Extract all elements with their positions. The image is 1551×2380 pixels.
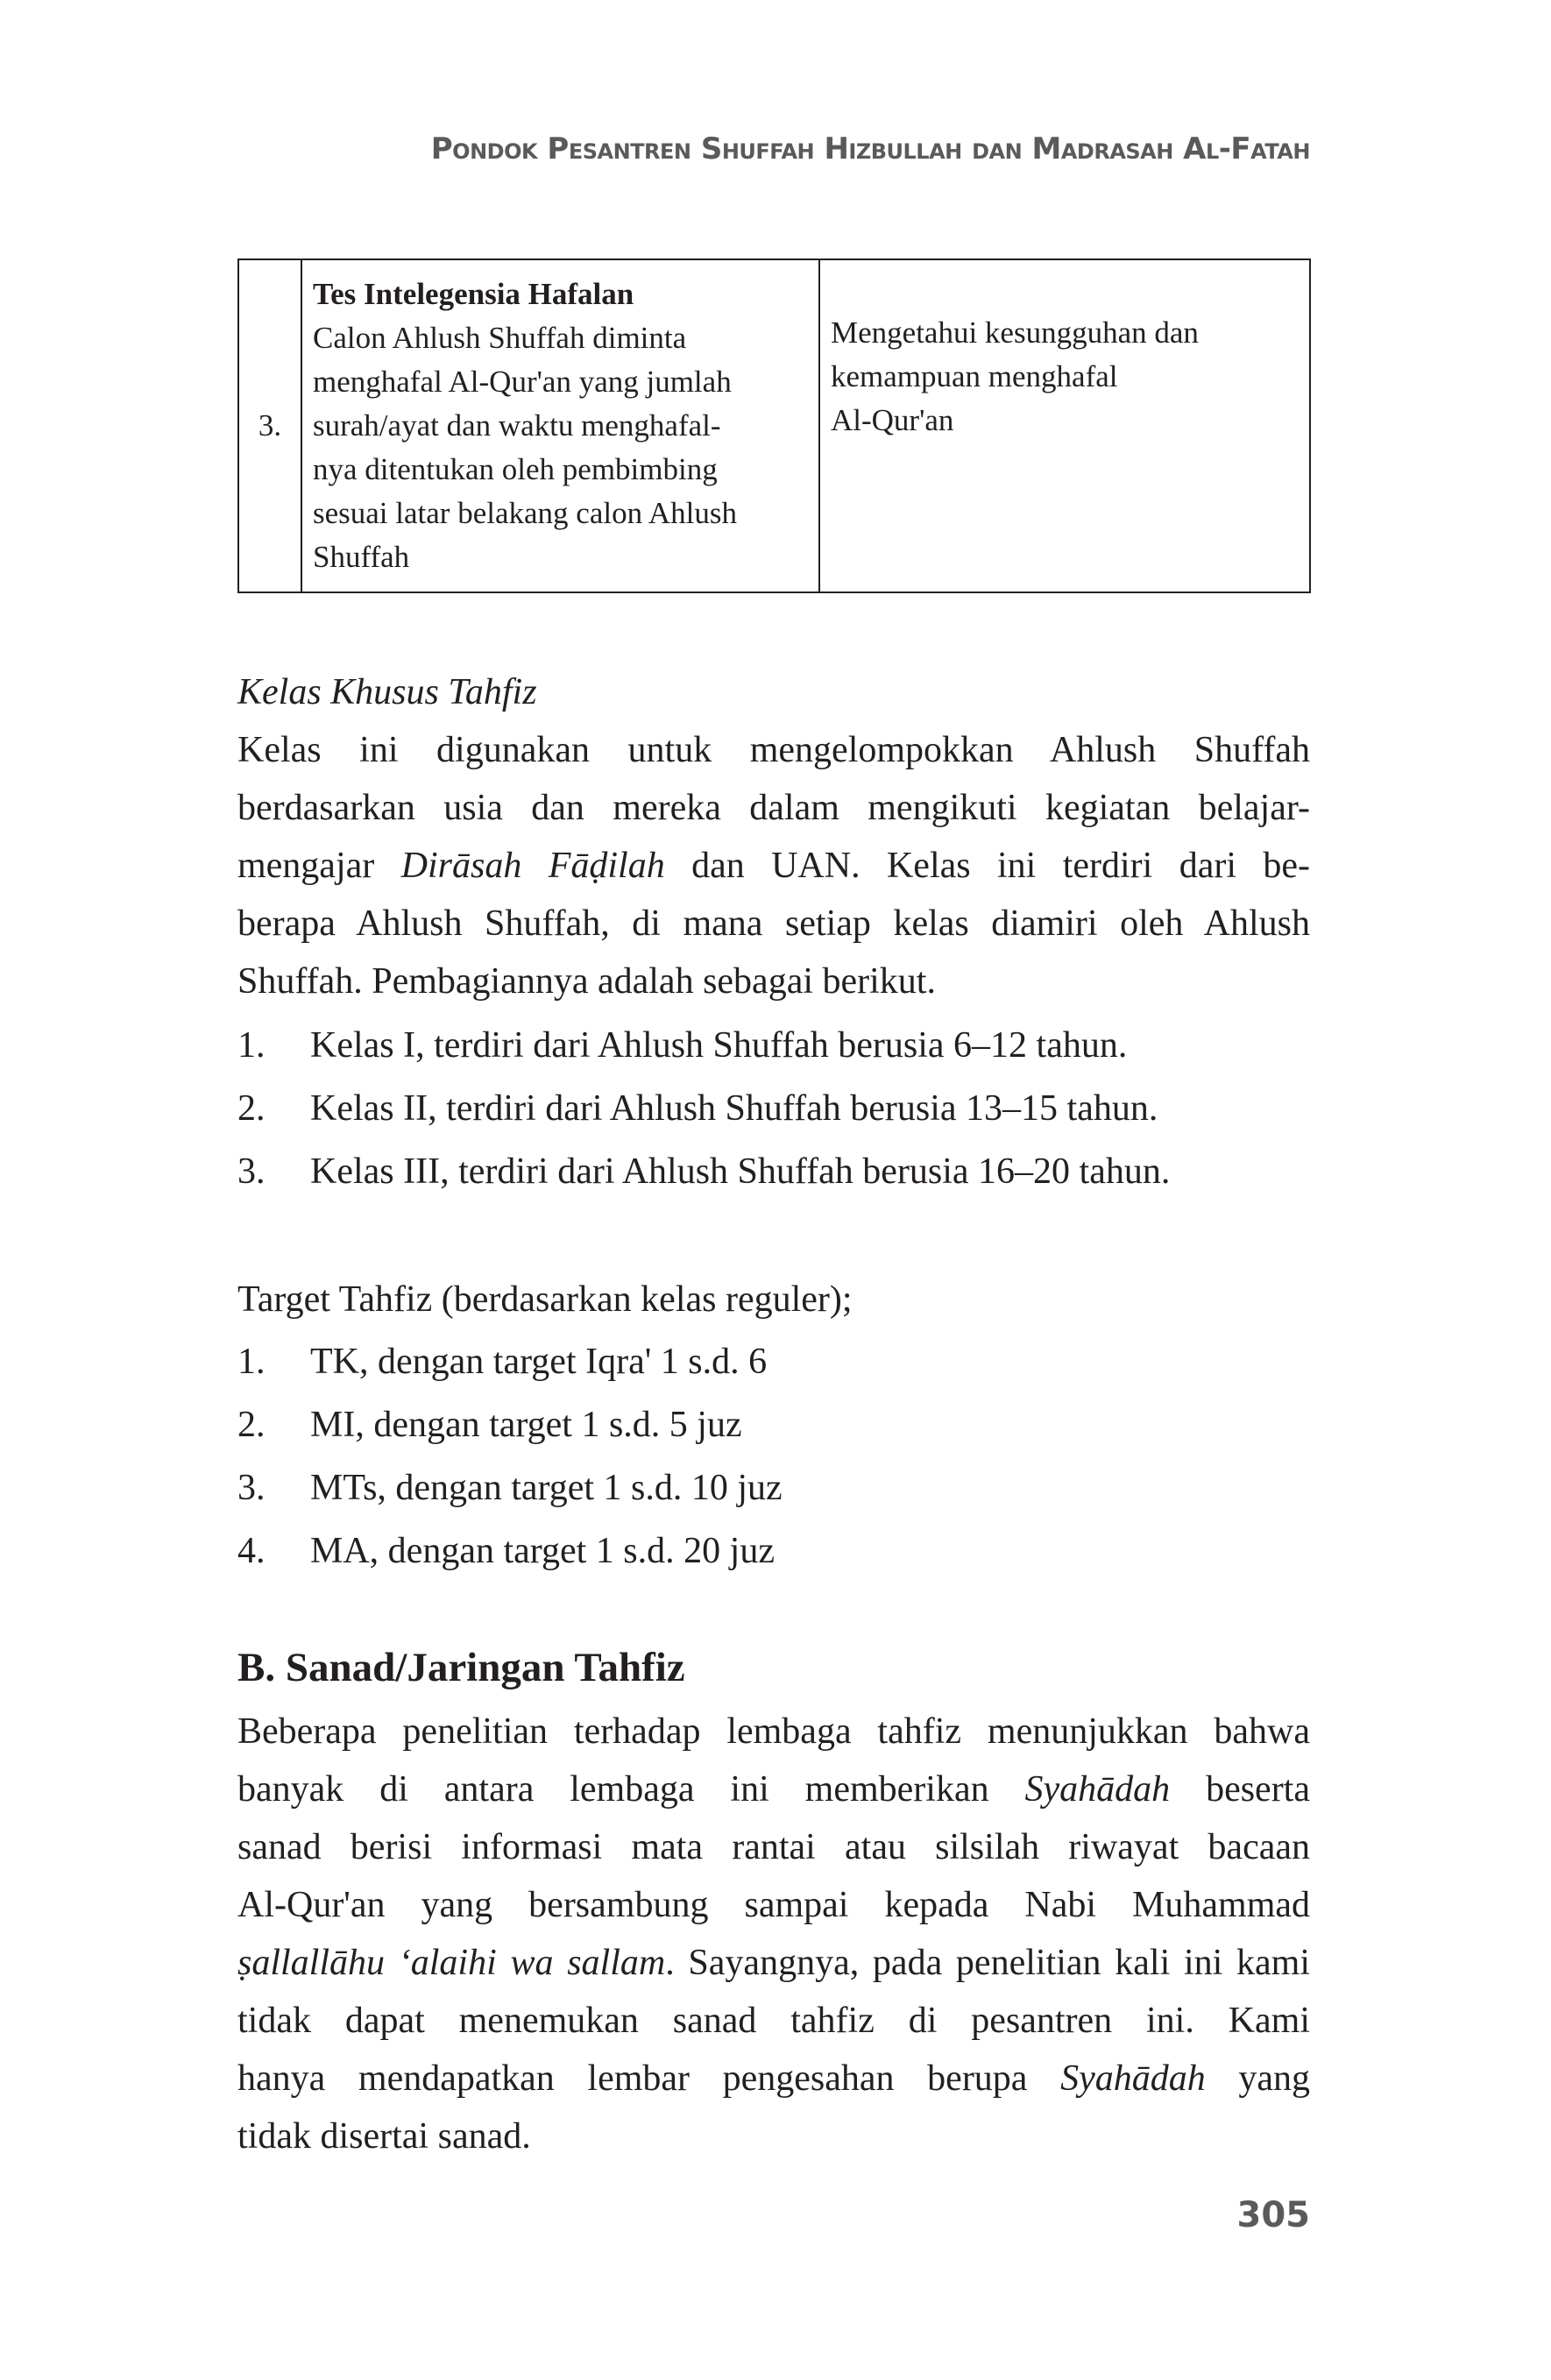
running-head: Pondok Pesantren Shuffah Hizbullah dan Madrasah Al-Fatah — [430, 131, 1310, 166]
text-run: Al-Qur'an yang bersambung sampai kepada Nabi Muhammad — [237, 1885, 1310, 1925]
list-text: Kelas II, terdiri dari Ahlush Shuffah berusia 13–15 tahun. — [310, 1088, 1158, 1129]
text-run: hanya mendapatkan lembar pengesahan berupa — [237, 2058, 1061, 2099]
row-title: Tes Intelegensia Hafalan — [313, 277, 634, 311]
row-goal-text — [831, 311, 1299, 443]
list-item — [237, 1140, 1310, 1203]
text-run: tidak disertai sanad. — [237, 2116, 531, 2157]
list-item — [237, 1014, 1310, 1077]
text-run: Kelas ini digunakan untuk mengelompokkan Ahlush Shuffah — [237, 730, 1310, 770]
section-b-paragraph — [237, 1703, 1310, 2165]
text-run: beserta — [1170, 1769, 1310, 1810]
text-run: banyak di antara lembaga ini memberikan — [237, 1769, 1025, 1810]
text-line: surah/ayat dan waktu menghafal- — [313, 408, 721, 443]
text-line: nya ditentukan oleh pembimbing — [313, 452, 718, 486]
text-run: tidak dapat menemukan sanad tahfiz di pesantren ini. Kami — [237, 2001, 1310, 2041]
italic-term: Syahādah — [1060, 2058, 1206, 2099]
text-line: menghafal Al-Qur'an yang jumlah — [313, 365, 732, 399]
assessment-table — [237, 259, 1311, 593]
list-item — [237, 1456, 1310, 1519]
paragraph-line — [237, 721, 1310, 779]
paragraph-line — [237, 1818, 1310, 1876]
italic-term: Syahādah — [1024, 1769, 1171, 1810]
target-intro: Target Tahfiz (berdasarkan kelas reguler); — [237, 1279, 853, 1320]
list-item — [237, 1330, 1310, 1393]
text-run: yang — [1205, 2058, 1310, 2099]
paragraph-line — [237, 779, 1310, 837]
text-run: . Sayangnya, pada penelitian kali ini kami — [665, 1943, 1310, 1983]
list-text: MI, dengan target 1 s.d. 5 juz — [310, 1405, 742, 1445]
paragraph-line — [237, 1992, 1310, 2050]
text-run: berapa Ahlush Shuffah, di mana setiap kelas diamiri oleh Ahlush — [237, 903, 1310, 944]
list-number: 2. — [237, 1088, 266, 1129]
text-run: Shuffah. Pembagiannya adalah sebagai berikut. — [237, 961, 936, 1002]
list-item — [237, 1077, 1310, 1140]
list-number: 1. — [237, 1342, 266, 1382]
list-text: Kelas III, terdiri dari Ahlush Shuffah berusia 16–20 tahun. — [310, 1151, 1171, 1192]
list-number: 3. — [237, 1151, 266, 1192]
class-paragraph — [237, 721, 1310, 1010]
text-line: sesuai latar belakang calon Ahlush — [313, 496, 738, 530]
text-line: Calon Ahlush Shuffah diminta — [313, 321, 687, 355]
text-run: berdasarkan usia dan mereka dalam mengikuti kegiatan belajar- — [237, 788, 1310, 828]
italic-term: Dirāsah Fāḍilah — [400, 846, 665, 886]
table-row — [238, 259, 1310, 592]
paragraph-line — [237, 2107, 1310, 2165]
class-list — [237, 1014, 1310, 1203]
list-text: MTs, dengan target 1 s.d. 10 juz — [310, 1468, 783, 1508]
subsection-title-text: Kelas Khusus Tahfiz — [237, 672, 537, 712]
paragraph-line — [237, 1876, 1310, 1934]
text-line: Mengetahui kesungguhan dan — [831, 315, 1199, 350]
list-item — [237, 1393, 1310, 1456]
paragraph-line — [237, 1703, 1310, 1760]
list-number: 4. — [237, 1531, 266, 1571]
list-number: 3. — [237, 1468, 266, 1508]
list-text: TK, dengan target Iqra' 1 s.d. 6 — [310, 1342, 768, 1382]
text-line: Al-Qur'an — [831, 403, 954, 437]
list-text: Kelas I, terdiri dari Ahlush Shuffah berusia 6–12 tahun. — [310, 1025, 1128, 1066]
list-item — [237, 1519, 1310, 1583]
list-number: 2. — [237, 1405, 266, 1445]
paragraph-line — [237, 2050, 1310, 2107]
text-run: Beberapa penelitian terhadap lembaga tahfiz menunjukkan bahwa — [237, 1711, 1310, 1752]
page-number: 305 — [1236, 2195, 1310, 2235]
list-text: MA, dengan target 1 s.d. 20 juz — [310, 1531, 775, 1571]
text-line: kemampuan menghafal — [831, 359, 1118, 393]
text-line: Shuffah — [313, 540, 410, 574]
row-goal — [819, 259, 1310, 592]
section-heading: B. Sanad/Jaringan Tahfiz — [237, 1645, 685, 1690]
row-number: 3. — [238, 259, 301, 592]
text-run: sanad berisi informasi mata rantai atau silsilah riwayat bacaan — [237, 1827, 1310, 1867]
paragraph-line — [237, 1934, 1310, 1992]
text-run: dan UAN. Kelas ini terdiri dari be- — [664, 846, 1310, 886]
italic-term: ṣallallāhu ‘alaihi wa sallam — [237, 1943, 666, 1983]
subsection-title — [237, 663, 1310, 721]
text-run: mengajar — [237, 846, 401, 886]
paragraph-line — [237, 895, 1310, 953]
paragraph-line — [237, 1760, 1310, 1818]
paragraph-line — [237, 837, 1310, 895]
row-description-text — [313, 316, 808, 579]
target-list — [237, 1330, 1310, 1583]
row-description — [301, 259, 819, 592]
list-number: 1. — [237, 1025, 266, 1066]
paragraph-line — [237, 953, 1310, 1010]
